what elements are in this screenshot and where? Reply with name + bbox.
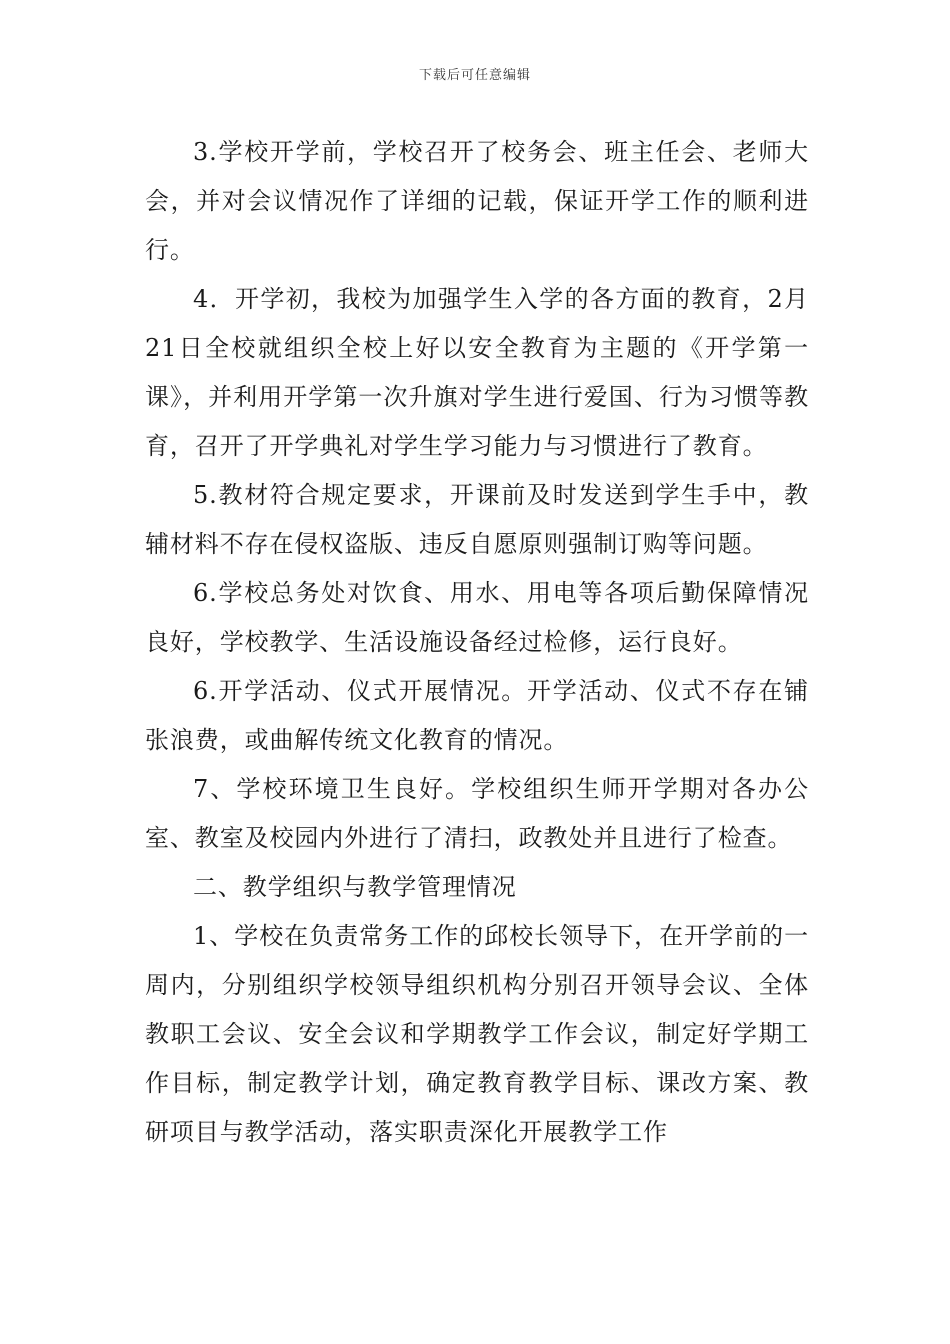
- paragraph-pre-term-meetings: 3.学校开学前，学校召开了校务会、班主任会、老师大会，并对会议情况作了详细的记载，保证开学工作的顺利进行。: [145, 138, 809, 264]
- paragraph-logistics: 6.学校总务处对饮食、用水、用电等各项后勤保障情况良好，学校教学、生活设施设备经过检修，运行良好。: [145, 579, 809, 656]
- paragraph-textbooks: 5.教材符合规定要求，开课前及时发送到学生手中，教辅材料不存在侵权盗版、违反自愿原则强制订购等问题。: [145, 481, 809, 558]
- paragraph-ceremonies: 6.开学活动、仪式开展情况。开学活动、仪式不存在铺张浪费，或曲解传统文化教育的情况。: [145, 677, 809, 754]
- section-heading-teaching: 二、教学组织与教学管理情况: [193, 873, 517, 901]
- page-header: 下载后可任意编辑: [418, 68, 531, 83]
- paragraph-first-lesson: 4．开学初，我校为加强学生入学的各方面的教育，2月21日全校就组织全校上好以安全教育为主题的《开学第一课》，并利用开学第一次升旗对学生进行爱国、行为习惯等教育，召开了开学典礼对学生学习能力与习惯进行了教育。: [145, 285, 809, 460]
- paragraph-teaching-management: 1、学校在负责常务工作的邱校长领导下，在开学前的一周内，分别组织学校领导组织机构分别召开领导会议、全体教职工会议、安全会议和学期教学工作会议，制定好学期工作目标，制定教学计划，确定教育教学目标、课改方案、教研项目与教学活动，落实职责深化开展教学工作: [145, 922, 809, 1146]
- paragraph-environment: 7、学校环境卫生良好。学校组织生师开学期对各办公室、教室及校园内外进行了清扫，政教处并且进行了检查。: [145, 775, 809, 852]
- document-body: [145, 128, 809, 1157]
